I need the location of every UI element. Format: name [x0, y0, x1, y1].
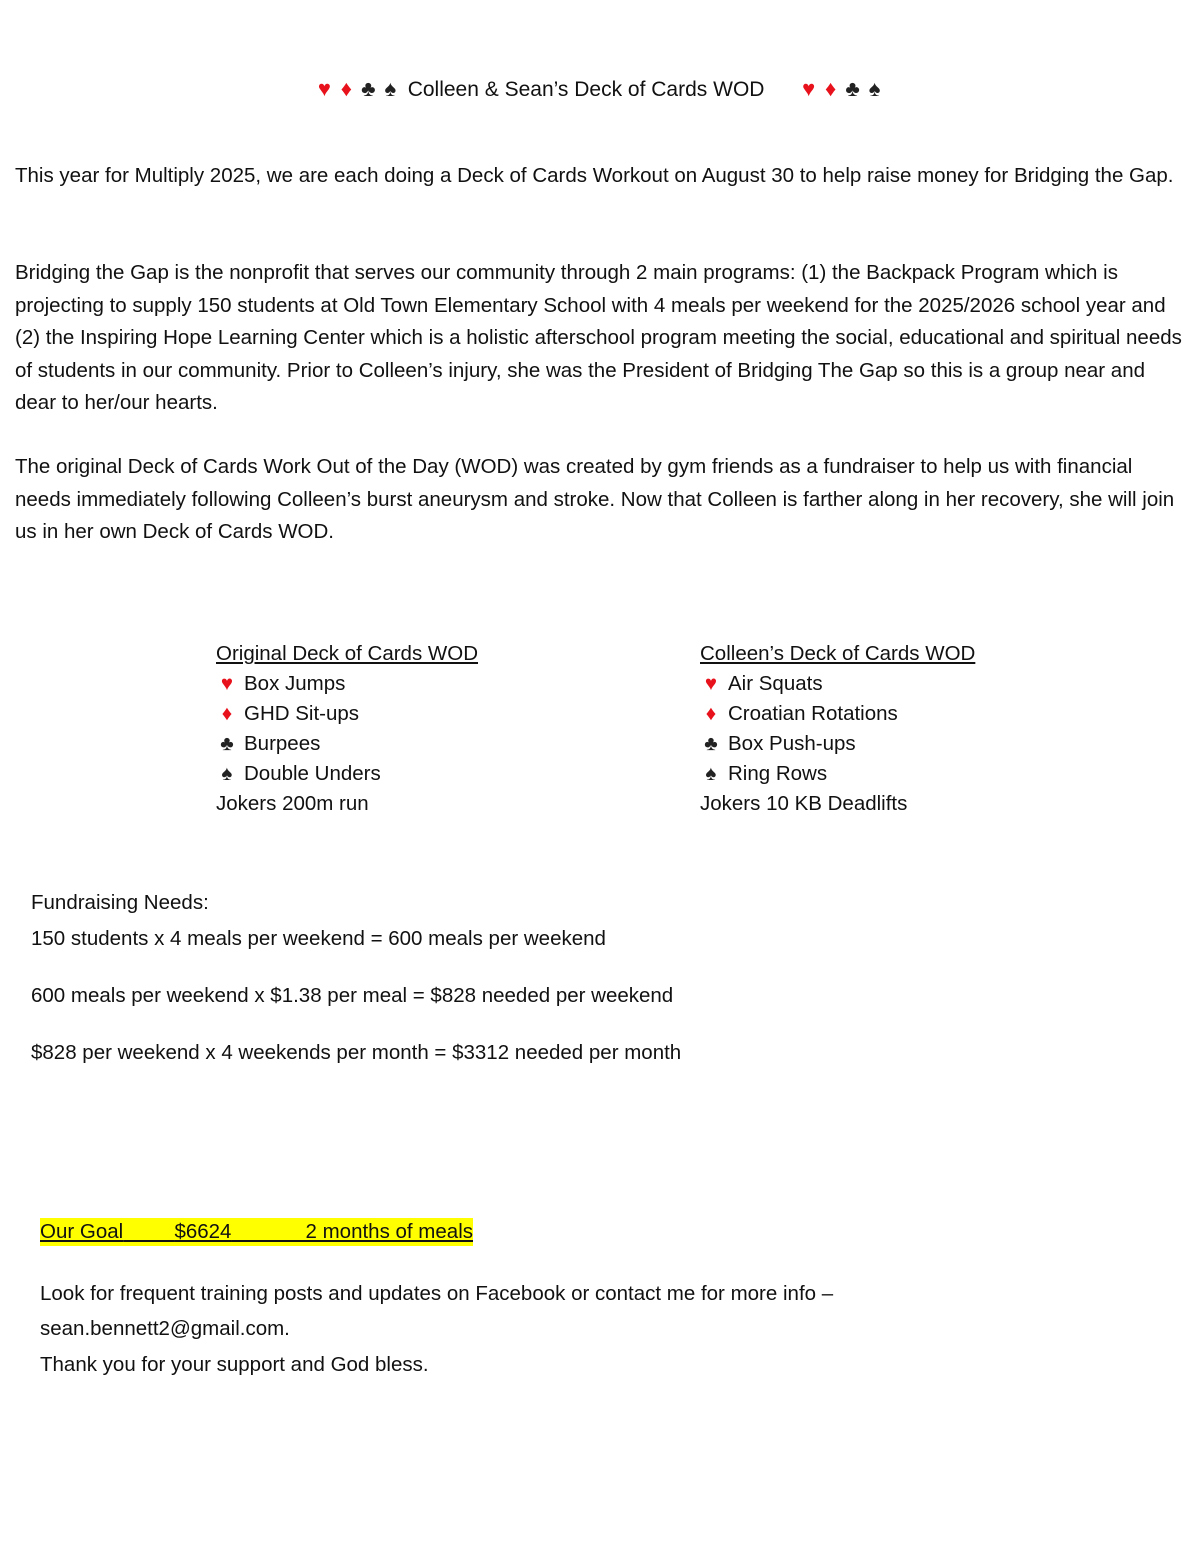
jokers-item: Jokers 10 KB Deadlifts [700, 792, 908, 815]
fundraising-heading: Fundraising Needs: [31, 891, 209, 914]
heart-icon: ♥ [220, 672, 234, 695]
fundraising-line: $828 per weekend x 4 weekends per month = $3312 needed per month [31, 1041, 682, 1064]
exercise-label: Double Unders [244, 762, 381, 785]
club-icon: ♣ [845, 76, 861, 101]
spade-icon: ♠ [221, 762, 233, 785]
list-item [216, 729, 478, 759]
nonprofit-paragraph: Bridging the Gap is the nonprofit that serves our community through 2 main programs: (1) the Backpack Program which is projecting to supply 150 students at Old Town Elementary School with 4 meals per weekend for the 2025/2026 school year and (2) the Inspiring Hope Learning Center which is a holistic afterschool program meeting the social, educational and spiritual needs of students in our community. Prior to Colleen’s injury, she was the President of Bridging The Gap so this is a group near and dear to her/our hearts. [15, 261, 1182, 414]
closing-line: Look for frequent training posts and updates on Facebook or contact me for more info – [40, 1282, 834, 1305]
original-wod-list [216, 639, 478, 819]
goal-label: Our Goal [40, 1220, 124, 1243]
suits-right [798, 76, 886, 101]
goal-highlight [40, 1218, 473, 1246]
club-icon: ♣ [220, 732, 234, 755]
spade-icon: ♠ [384, 76, 398, 101]
list-item [216, 669, 478, 699]
club-icon: ♣ [361, 76, 377, 101]
list-item [700, 759, 975, 789]
colleen-wod-list [700, 639, 975, 819]
list-item [700, 729, 975, 759]
exercise-label: Ring Rows [728, 762, 828, 785]
intro-paragraph: This year for Multiply 2025, we are each doing a Deck of Cards Workout on August 30 to help raise money for Bridging the Gap. [15, 164, 1174, 187]
exercise-label: GHD Sit-ups [244, 702, 360, 725]
colleen-wod-heading: Colleen’s Deck of Cards WOD [700, 642, 976, 665]
diamond-icon: ♦ [221, 702, 233, 725]
fundraising-line: 150 students x 4 meals per weekend = 600 meals per weekend [31, 927, 606, 950]
club-icon: ♣ [704, 732, 718, 755]
list-item [700, 669, 975, 699]
exercise-label: Box Push-ups [728, 732, 856, 755]
exercise-label: Burpees [244, 732, 321, 755]
list-item [216, 699, 478, 729]
title-text: Colleen & Sean’s Deck of Cards WOD [407, 78, 765, 101]
heart-icon: ♥ [704, 672, 718, 695]
fundraising-line: 600 meals per weekend x $1.38 per meal = $828 needed per weekend [31, 984, 674, 1007]
original-wod-heading: Original Deck of Cards WOD [216, 642, 479, 665]
heart-icon: ♥ [317, 76, 332, 101]
heart-icon: ♥ [802, 76, 817, 101]
list-item [700, 699, 975, 729]
spade-icon: ♠ [705, 762, 717, 785]
exercise-label: Croatian Rotations [728, 702, 898, 725]
page-title [0, 76, 1200, 102]
spade-icon: ♠ [868, 76, 882, 101]
diamond-icon: ♦ [705, 702, 717, 725]
diamond-icon: ♦ [825, 76, 838, 101]
exercise-label: Air Squats [728, 672, 823, 695]
closing-line: Thank you for your support and God bless. [40, 1353, 429, 1376]
goal-description: 2 months of meals [305, 1220, 473, 1243]
suits-left [314, 76, 402, 101]
exercise-label: Box Jumps [244, 672, 346, 695]
history-paragraph: The original Deck of Cards Work Out of the Day (WOD) was created by gym friends as a fundraiser to help us with financial needs immediately following Colleen’s burst aneurysm and stroke. Now that Colleen is farther along in her recovery, she will join us in her own Deck of Cards WOD. [15, 455, 1175, 543]
goal-amount: $6624 [174, 1220, 232, 1243]
jokers-item: Jokers 200m run [216, 792, 369, 815]
contact-email: sean.bennett2@gmail.com. [40, 1317, 290, 1340]
diamond-icon: ♦ [340, 76, 353, 101]
list-item [216, 759, 478, 789]
